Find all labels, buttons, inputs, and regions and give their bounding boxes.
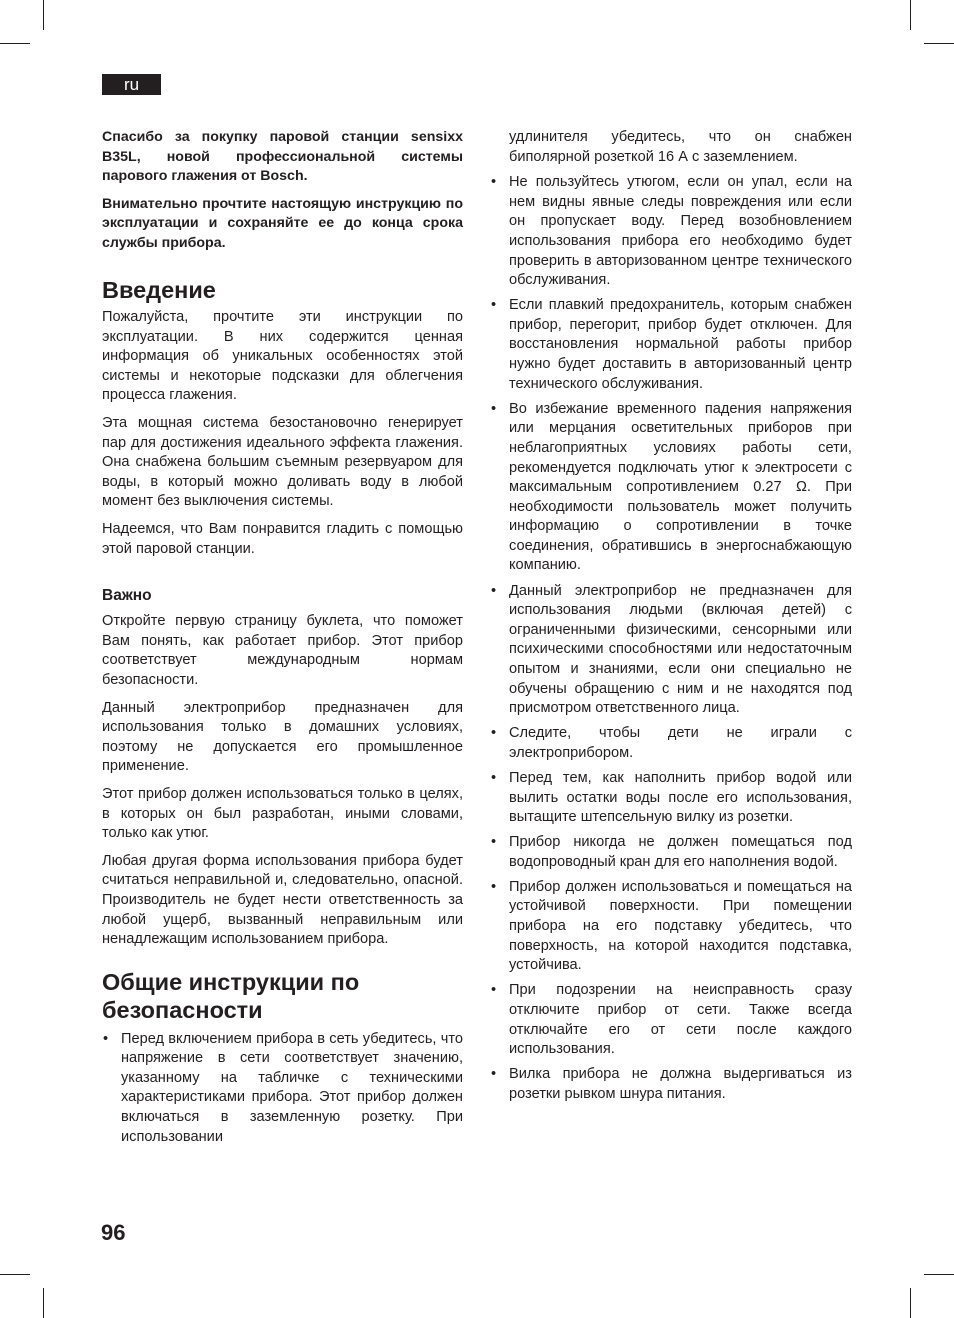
- crop-mark-bottom-left-vertical: [43, 1288, 44, 1318]
- crop-mark-bottom-right-vertical: [910, 1288, 911, 1318]
- introduction-heading: Введение: [102, 276, 216, 303]
- crop-mark-top-right-vertical: [910, 0, 911, 30]
- crop-mark-top-left-horizontal: [0, 43, 30, 44]
- safety-item: • При подозрении на неисправность сразу отключите прибор от сети. Также всегда отключайте его от сети после каждого использования.: [490, 981, 852, 1059]
- intro-read-notice: Внимательно прочтите настоящую инструкцию по эксплуатации и сохраняйте ее до конца срока службы прибора.: [102, 195, 463, 251]
- intro-thanks: Спасибо за покупку паровой станции sensixx B35L, новой профессиональной системы парового глажения от Bosch.: [102, 129, 463, 185]
- left-column: [102, 128, 463, 1153]
- important-paragraph: Данный электроприбор предназначен для использования только в домашних условиях, поэтому не допускается его промышленное применение.: [102, 699, 463, 775]
- important-heading: Важно: [102, 587, 152, 605]
- crop-mark-bottom-right-horizontal: [924, 1274, 954, 1275]
- safety-item: • Перед включением прибора в сеть убедитесь, что напряжение в сети соответствует значению, указанному на табличке с техническими характеристиками прибора. Этот прибор должен включаться в заземленную розетку. При использовании: [102, 1030, 463, 1148]
- important-paragraph: Этот прибор должен использоваться только в целях, в которых он был разработан, иными словами, только как утюг.: [102, 785, 463, 842]
- safety-item: • Прибор никогда не должен помещаться под водопроводный кран для его наполнения водой.: [490, 833, 852, 872]
- safety-item: • Данный электроприбор не предназначен для использования людьми (включая детей) с ограниченными физическими, сенсорными или психическими способностями или недостаточным опытом и знаниями, если они специально не обучены обращению с ним и не находятся под присмотром ответственного лица.: [490, 582, 852, 719]
- crop-mark-top-left-vertical: [43, 0, 44, 30]
- language-tab: ru: [102, 74, 161, 95]
- important-paragraph: Откройте первую страницу буклета, что поможет Вам понять, как работает прибор. Этот прибор соответствует международным нормам безопасности.: [102, 613, 463, 688]
- safety-item: • Перед тем, как наполнить прибор водой или вылить остатки воды после его использования, вытащите штепсельную вилку из розетки.: [490, 769, 852, 828]
- introduction-paragraph: Надеемся, что Вам понравится гладить с помощью этой паровой станции.: [102, 521, 463, 557]
- safety-item-continued: удлинителя убедитесь, что он снабжен биполярной розеткой 16 А с заземлением.: [509, 129, 852, 165]
- crop-mark-top-right-horizontal: [924, 43, 954, 44]
- safety-item: • Прибор должен использоваться и помещаться на устойчивой поверхности. При помещении прибора на его подставку убедитесь, что поверхность, на которой находится подставка, устойчива.: [490, 878, 852, 976]
- safety-item: • Следите, чтобы дети не играли с электроприбором.: [490, 724, 852, 763]
- introduction-paragraph: Эта мощная система безостановочно генерирует пар для достижения идеального эффекта глажения. Она снабжена большим съемным резервуаром для воды, в который можно доливать воду в любой момент без выключения системы.: [102, 415, 463, 510]
- safety-item: • Вилка прибора не должна выдергиваться из розетки рывком шнура питания.: [490, 1065, 852, 1104]
- safety-item: • Во избежание временного падения напряжения или мерцания осветительных приборов при неблагоприятных условиях работы сети, рекомендуется подключать утюг к электросети с максимальным сопротивлением 0.27 Ω. При необходимости пользователь может получить информацию о сопротивлении в точке соединения, обратившись в энергоснабжающую компанию.: [490, 400, 852, 576]
- safety-list-left: [102, 1030, 463, 1148]
- safety-list-right: [490, 173, 852, 1104]
- important-paragraph: Любая другая форма использования прибора будет считаться неправильной и, следовательно, опасной. Производитель не будет нести ответственность за любой ущерб, вызванный неправильным или ненадлежащим использованием прибора.: [102, 852, 463, 948]
- safety-item: • Если плавкий предохранитель, которым снабжен прибор, перегорит, прибор будет отключен. Для восстановления нормальной работы прибор нужно будет доставить в авторизованный центр технического обслуживания.: [490, 296, 852, 394]
- safety-heading: Общие инструкции по безопасности: [102, 968, 360, 1024]
- crop-mark-bottom-left-horizontal: [0, 1274, 30, 1275]
- safety-item: • Не пользуйтесь утюгом, если он упал, если на нем видны явные следы повреждения или если он пропускает воду. Перед возобновлением использования прибора его необходимо будет проверить в авторизованном центре технического обслуживания.: [490, 173, 852, 291]
- right-column: [490, 128, 852, 1110]
- introduction-paragraph: Пожалуйста, прочтите эти инструкции по эксплуатации. В них содержится ценная информация об уникальных особенностях этой системы и некоторые подсказки для облегчения процесса глажения.: [102, 309, 463, 404]
- page-number: 96: [101, 1220, 126, 1245]
